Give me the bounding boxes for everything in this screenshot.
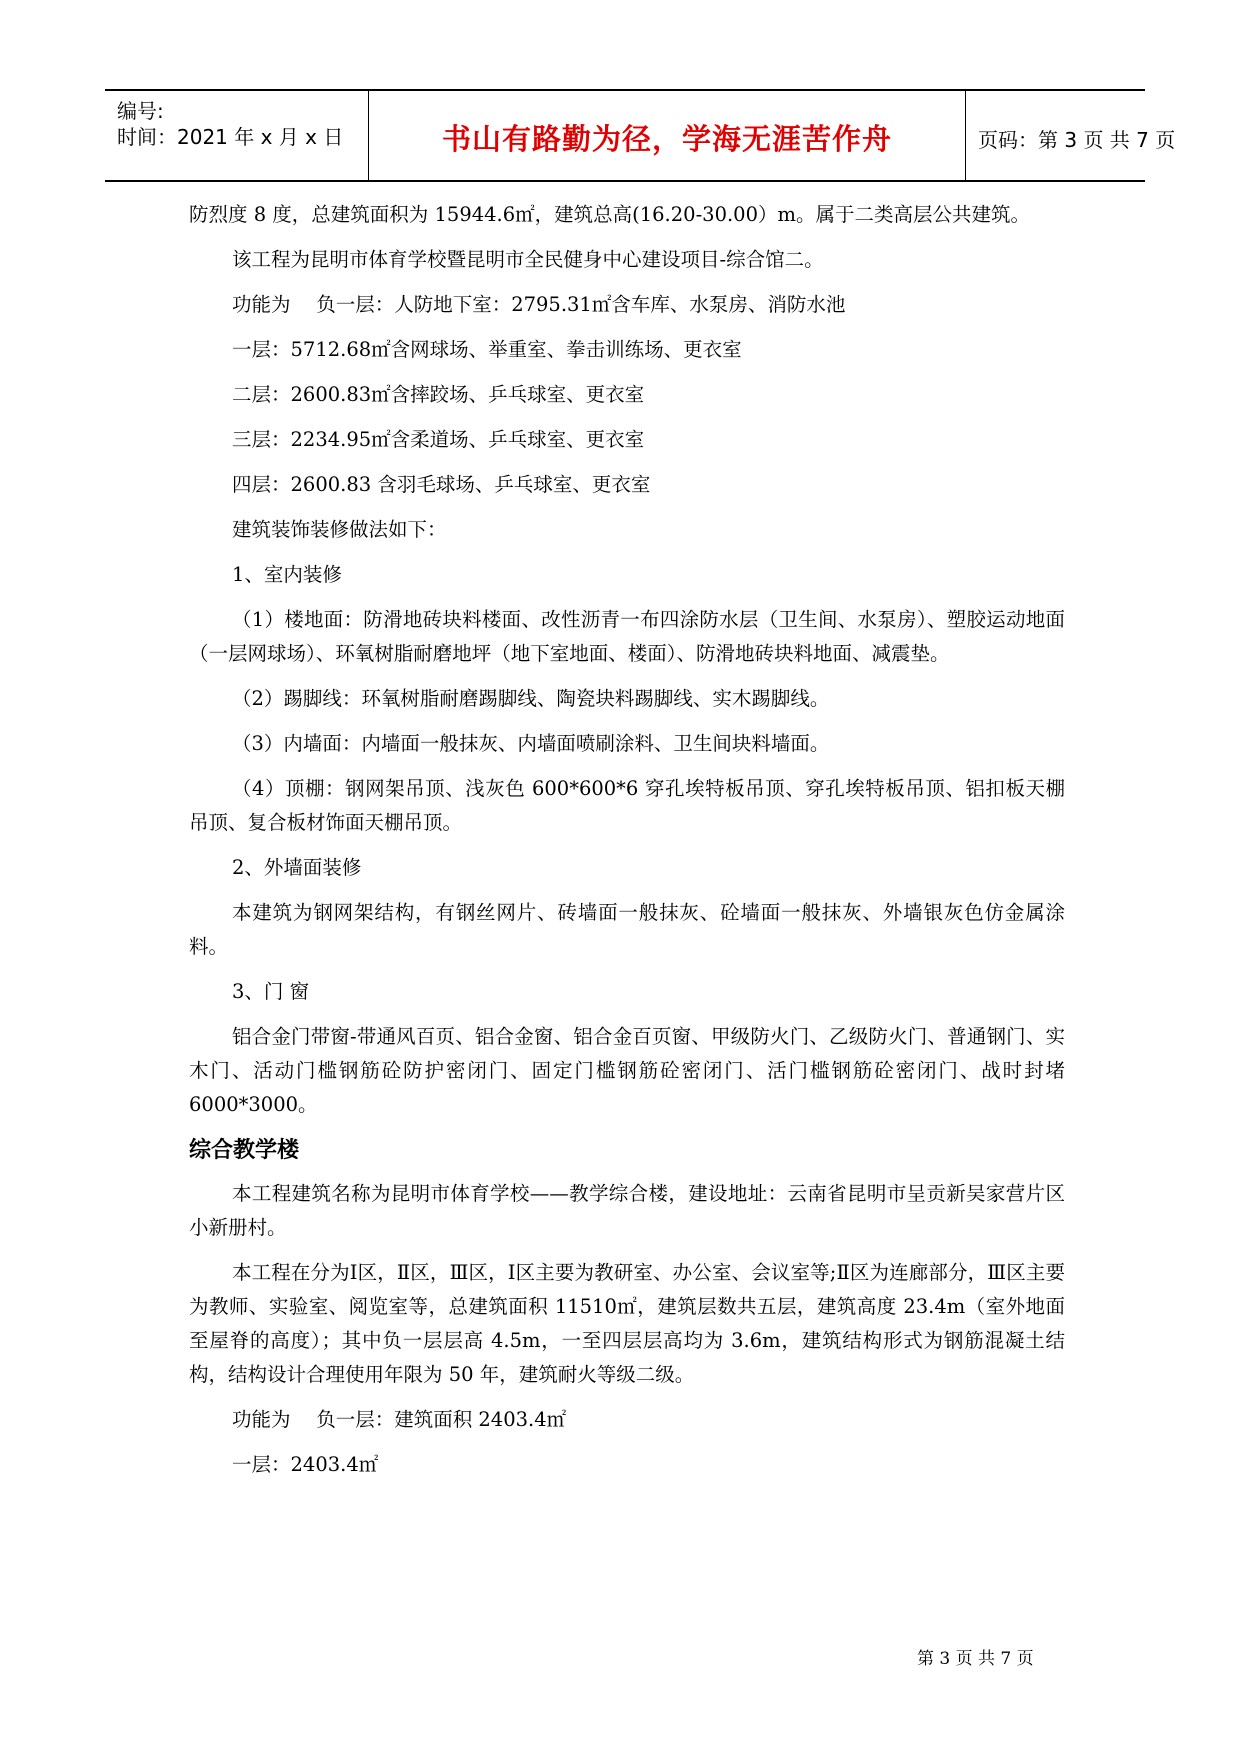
paragraph: 功能为 负一层：建筑面积 2403.4㎡ <box>232 1408 567 1431</box>
section-heading-minor: 1、室内装修 <box>232 563 342 586</box>
header-page-cell <box>966 91 1176 180</box>
time-label: 时间：2021 年 x 月 x 日 <box>117 125 344 149</box>
paragraph: （4）顶棚：钢网架吊顶、浅灰色 600*600*6 穿孔埃特板吊顶、穿孔埃特板吊顶、铝扣板天棚吊顶、复合板材饰面天棚吊顶。 <box>189 777 1065 834</box>
paragraph: 一层：5712.68㎡含网球场、举重室、拳击训练场、更衣室 <box>232 338 742 361</box>
number-label: 编号: <box>117 99 164 123</box>
document-header <box>105 89 1176 182</box>
paragraph: 建筑装饰装修做法如下： <box>232 518 447 541</box>
motto-text: 书山有路勤为径，学海无涯苦作舟 <box>441 122 892 156</box>
page-footer: 第 3 页 共 7 页 <box>917 1649 1034 1669</box>
paragraph: 铝合金门带窗-带通风百页、铝合金窗、铝合金百页窗、甲级防火门、乙级防火门、普通钢门、实木门、活动门槛钢筋砼防护密闭门、固定门槛钢筋砼密闭门、活门槛钢筋砼密闭门、战时封堵 6000*3000。 <box>189 1025 1065 1116</box>
paragraph: 二层：2600.83㎡含摔跤场、乒乓球室、更衣室 <box>232 383 645 406</box>
paragraph: （1）楼地面：防滑地砖块料楼面、改性沥青一布四涂防水层（卫生间、水泵房）、塑胶运动地面（一层网球场）、环氧树脂耐磨地坪（地下室地面、楼面）、防滑地砖块料地面、减震垫。 <box>189 608 1065 665</box>
paragraph: 本建筑为钢网架结构，有钢丝网片、砖墙面一般抹灰、砼墙面一般抹灰、外墙银灰色仿金属涂料。 <box>189 901 1065 958</box>
paragraph: 四层：2600.83 含羽毛球场、乒乓球室、更衣室 <box>232 473 651 496</box>
paragraph: （3）内墙面：内墙面一般抹灰、内墙面喷刷涂料、卫生间块料墙面。 <box>232 732 830 755</box>
section-heading-minor: 2、外墙面装修 <box>232 856 362 879</box>
paragraph: 该工程为昆明市体育学校暨昆明市全民健身中心建设项目-综合馆二。 <box>232 248 824 271</box>
section-heading-minor: 3、门 窗 <box>232 980 310 1003</box>
page-code: 页码：第 3 页 共 7 页 <box>978 128 1176 152</box>
paragraph: 本工程建筑名称为昆明市体育学校——教学综合楼，建设地址：云南省昆明市呈贡新吴家营片区小新册村。 <box>189 1182 1065 1239</box>
paragraph: 功能为 负一层：人防地下室：2795.31㎡含车库、水泵房、消防水池 <box>232 293 846 316</box>
section-heading: 综合教学楼 <box>189 1138 300 1163</box>
paragraph: 本工程在分为Ⅰ区，Ⅱ区，Ⅲ区，Ⅰ区主要为教研室、办公室、会议室等;Ⅱ区为连廊部分，Ⅲ区主要为教师、实验室、阅览室等，总建筑面积 11510㎡，建筑层数共五层，建筑高度 23.4m（室外地面至屋脊的高度）；其中负一层层高 4.5m，一至四层层高均为 3.6m，建筑结构形式为钢筋混凝土结构，结构设计合理使用年限为 50 年，建筑耐火等级二级。 <box>189 1261 1065 1386</box>
paragraph: 三层：2234.95㎡含柔道场、乒乓球室、更衣室 <box>232 428 645 451</box>
paragraph: （2）踢脚线：环氧树脂耐磨踢脚线、陶瓷块料踢脚线、实木踢脚线。 <box>232 687 830 710</box>
paragraph: 一层：2403.4㎡ <box>232 1453 379 1476</box>
header-motto-cell <box>369 91 966 180</box>
document-body <box>189 198 1065 1493</box>
paragraph: 防烈度 8 度，总建筑面积为 15944.6㎡，建筑总高(16.20-30.00）m。属于二类高层公共建筑。 <box>189 203 1030 226</box>
header-meta <box>105 91 369 180</box>
